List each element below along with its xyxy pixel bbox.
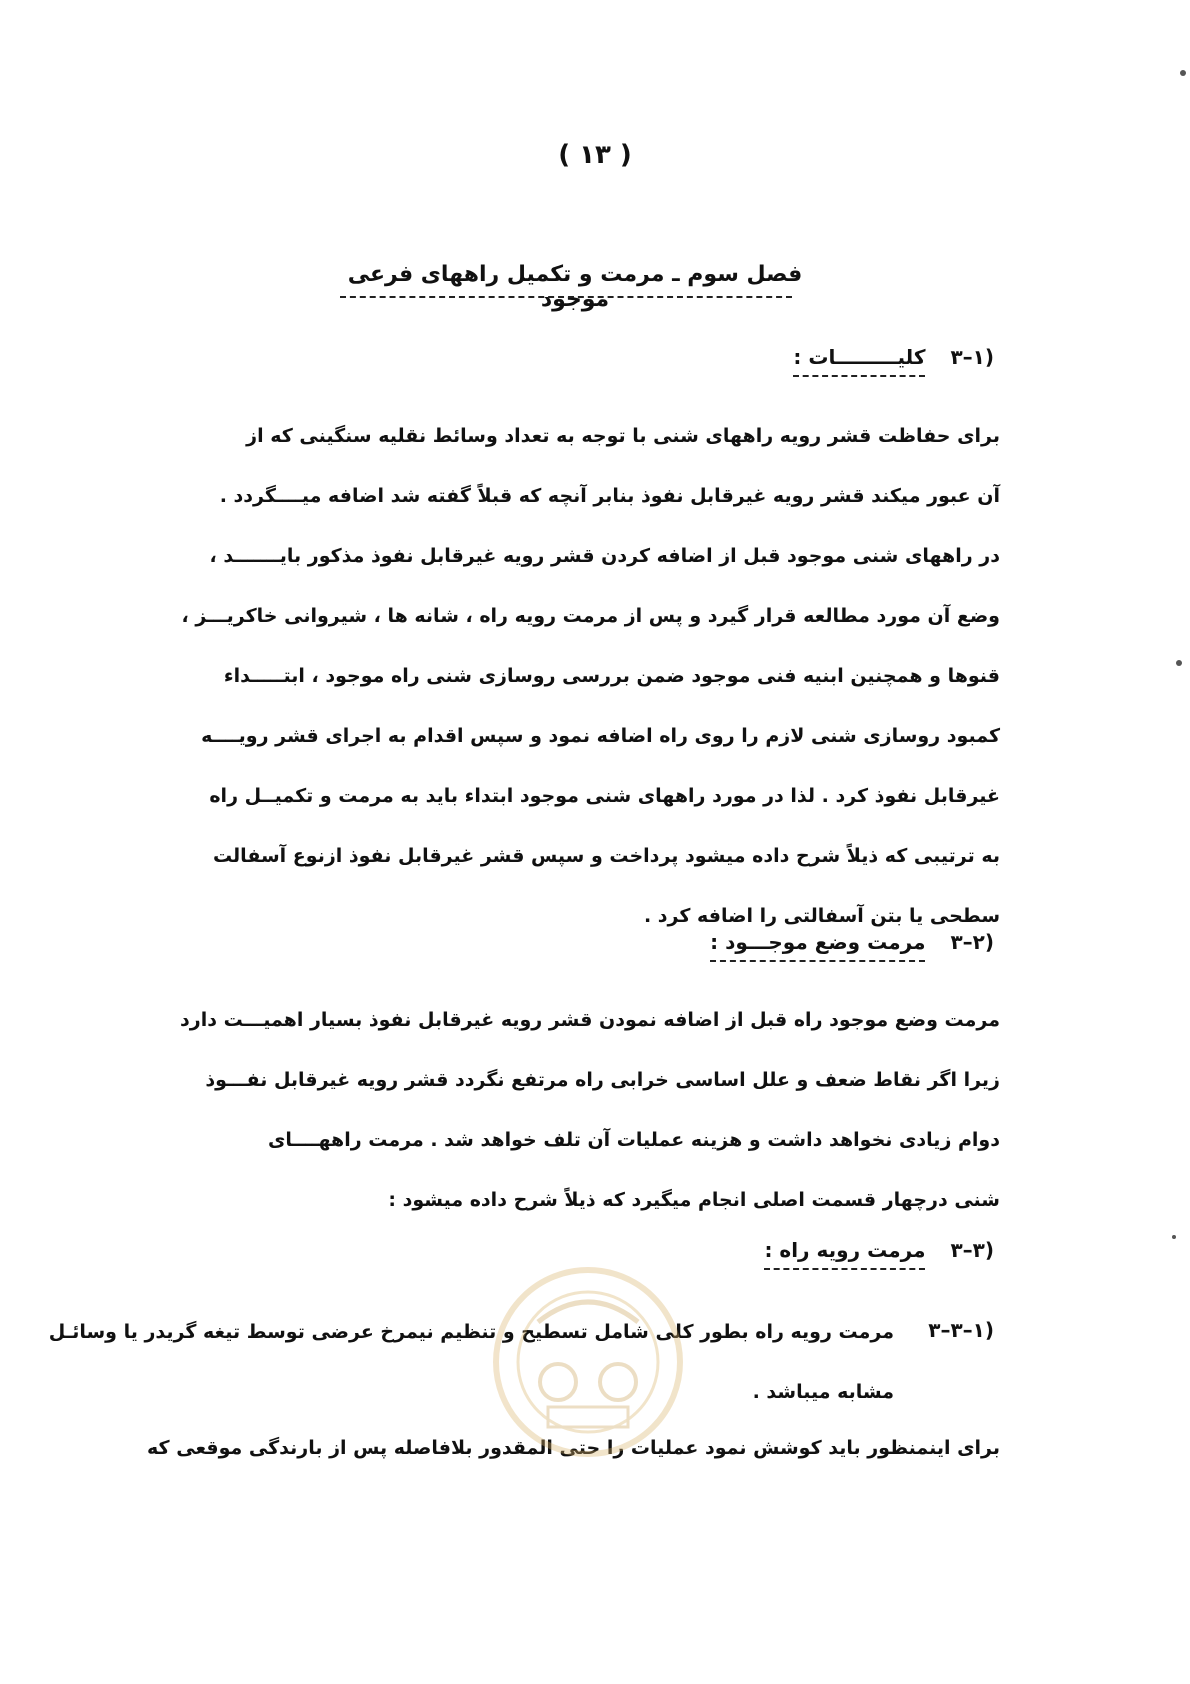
scan-speck [1180,70,1186,76]
section-heading-3-3 [764,1238,994,1270]
text-line: قنوها و همچنین ابنیه فنی موجود ضمن بررسی روسازی شنی راه موجود ، ابتـــــداء [223,665,1000,687]
section-number: ۳–۱) [950,345,994,369]
closing-line [140,1418,1000,1478]
chapter-title: فصل سوم ـ مرمت و تکمیل راههای فرعی موجود [347,262,803,312]
section-body-3-1 [140,406,1000,946]
text-line: غیرقابل نفوذ کرد . لذا در مورد راههای شنی موجود ابتداء باید به مرمت و تکمیــل راه [209,785,1000,807]
text-line: شنی درچهار قسمت اصلی انجام میگیرد که ذیلاً شرح داده میشود : [388,1189,1000,1211]
text-line: به ترتیبی که ذیلاً شرح داده میشود پرداخت و سپس قشر غیرقابل نفوذ ازنوع آسفالت [212,845,1000,867]
section-body-3-2 [140,990,1000,1230]
section-heading-3-3-1 [910,1318,994,1342]
text-line: مشابه میباشد . [752,1381,894,1403]
text-line: مرمت وضع موجود راه قبل از اضافه نمودن قشر رویه غیرقابل نفوذ بسیار اهمیـــت دارد [180,1009,1000,1031]
title-underline [340,296,792,298]
section-title: مرمت وضع موجـــود : [710,930,925,962]
text-line: دوام زیادی نخواهد داشت و هزینه عملیات آن تلف خواهد شد . مرمت راههــــای [267,1129,1000,1151]
section-body-3-3-1 [48,1302,894,1422]
text-line: مرمت رویه راه بطور کلی شامل تسطیح و تنظیم نیمرخ عرضی توسط تیغه گریدر یا وسائـل [48,1321,894,1343]
section-number: ۳–۳) [950,1238,994,1262]
scan-speck [1172,1235,1176,1239]
text-line: زیرا اگر نقاط ضعف و علل اساسی خرابی راه مرتفع نگردد قشر رویه غیرقابل نفـــوذ [205,1069,1000,1091]
text-line: کمبود روسازی شنی لازم را روی راه اضافه نمود و سپس اقدام به اجرای قشر رویــــه [201,725,1000,747]
section-title: مرمت رویه راه : [764,1238,925,1270]
section-heading-3-2 [710,930,994,962]
text-line: آن عبور میکند قشر رویه غیرقابل نفوذ بنابر آنچه که قبلاً گفته شد اضافه میــــگردد . [219,485,1000,507]
text-line: در راههای شنی موجود قبل از اضافه کردن قشر رویه غیرقابل نفوذ مذکور بایـــــــد ، [209,545,1000,567]
section-title: کلیـــــــــات : [793,345,925,377]
section-number: ۳–۳–۱) [928,1318,994,1342]
text-line: سطحی یا بتن آسفالتی را اضافه کرد . [643,905,1000,927]
section-number: ۳–۲) [950,930,994,954]
section-heading-3-1 [793,345,994,377]
page-number: ( ۱۳ ) [558,140,632,170]
text-line: برای حفاظت قشر رویه راههای شنی با توجه به تعداد وسائط نقلیه سنگینی که از [246,425,1000,447]
scan-speck [1176,660,1182,666]
text-line: وضع آن مورد مطالعه قرار گیرد و پس از مرمت رویه راه ، شانه ها ، شیروانی خاکریـــز ، [181,605,1000,627]
text-line: برای اینمنظور باید کوشش نمود عملیات را حتی المقدور بلافاصله پس از بارندگی موقعی که [147,1437,1000,1459]
